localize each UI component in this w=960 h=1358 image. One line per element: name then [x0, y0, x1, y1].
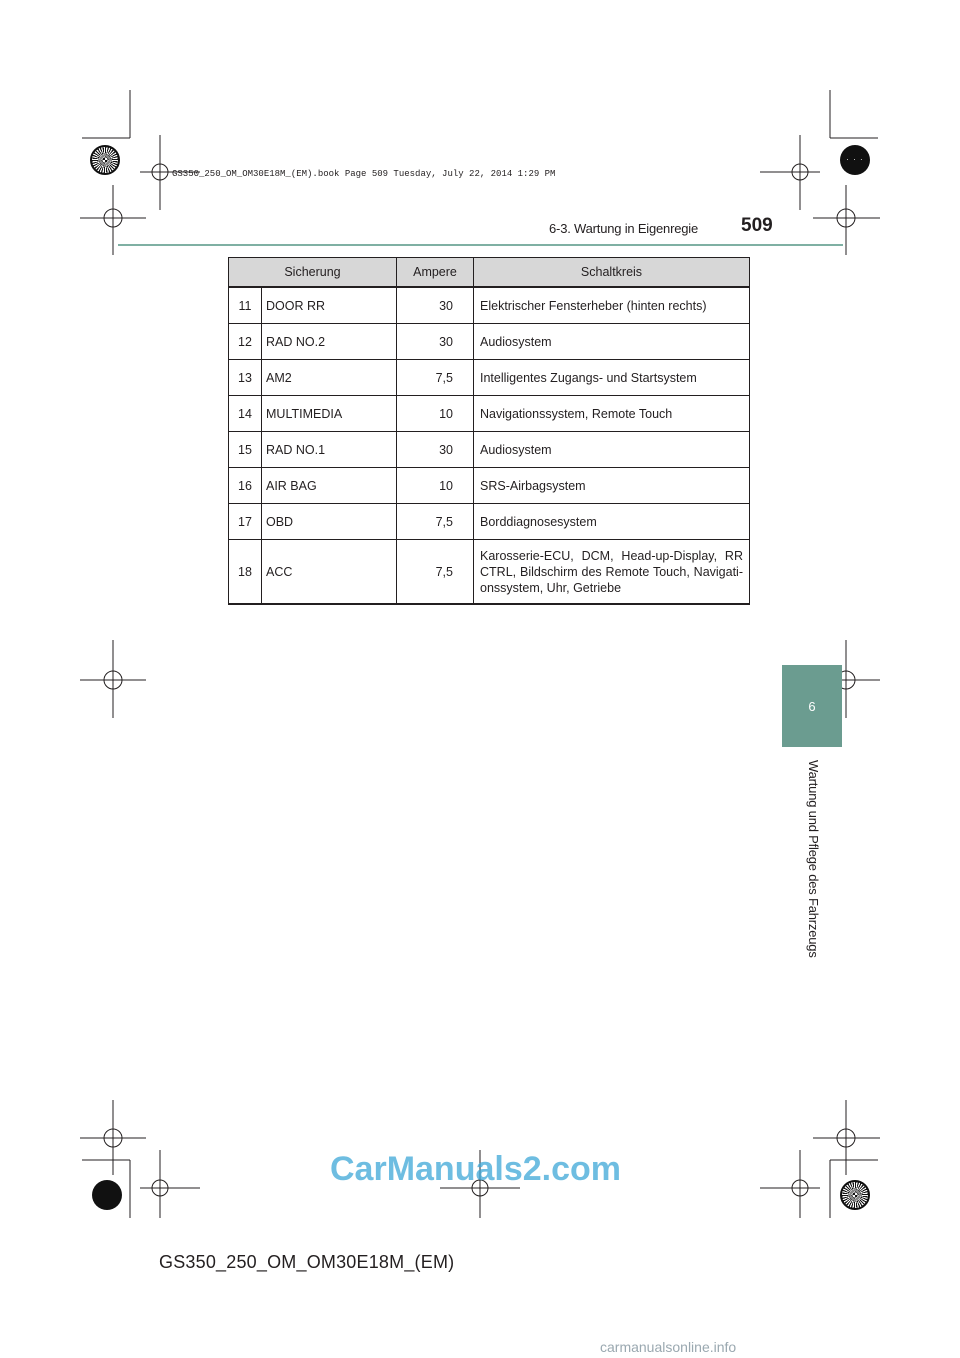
header-rule: [118, 244, 843, 246]
chapter-tab[interactable]: [782, 665, 842, 747]
rosette-mark-bottom-right: [840, 1180, 870, 1210]
fuse-circuit: Borddiagnosesystem: [474, 504, 750, 540]
fuse-circuit: Elektrischer Fensterheber (hinten rechts): [474, 287, 750, 324]
fuse-number: 18: [229, 540, 262, 605]
fuse-number: 12: [229, 324, 262, 360]
fuse-number: 17: [229, 504, 262, 540]
section-title: 6-3. Wartung in Eigenregie: [549, 221, 698, 236]
fuse-circuit: Karosserie-ECU, DCM, Head-up-Display, RR CTRL, Bildschirm des Remote Touch, Navigati-onssystem, Uhr, Getriebe: [474, 540, 750, 605]
column-header-amps: Ampere: [397, 258, 474, 288]
fuse-circuit: Audiosystem: [474, 324, 750, 360]
fuse-amps: 30: [397, 287, 474, 324]
fuse-name: OBD: [262, 504, 397, 540]
table-row: [229, 324, 750, 360]
column-header-fuse: Sicherung: [229, 258, 397, 288]
fuse-amps: 10: [397, 396, 474, 432]
fuse-amps: 30: [397, 324, 474, 360]
fuse-name: DOOR RR: [262, 287, 397, 324]
fuse-number: 13: [229, 360, 262, 396]
table-header-row: [229, 258, 750, 288]
table-row: [229, 468, 750, 504]
chapter-title: Wartung und Pflege des Fahrzeugs: [806, 760, 821, 958]
fuse-circuit: SRS-Airbagsystem: [474, 468, 750, 504]
fuse-name: AIR BAG: [262, 468, 397, 504]
fuse-name: MULTIMEDIA: [262, 396, 397, 432]
fuse-number: 11: [229, 287, 262, 324]
fuse-number: 16: [229, 468, 262, 504]
document-code: GS350_250_OM_OM30E18M_(EM): [159, 1252, 455, 1272]
fuse-number: 15: [229, 432, 262, 468]
table-row: [229, 396, 750, 432]
fuse-circuit: Audiosystem: [474, 432, 750, 468]
page-number: 509: [741, 215, 773, 236]
fuse-circuit: Intelligentes Zugangs- und Startsystem: [474, 360, 750, 396]
chapter-number: 6: [808, 698, 816, 714]
fuse-name: RAD NO.1: [262, 432, 397, 468]
column-header-circuit: Schaltkreis: [474, 258, 750, 288]
fuse-name: RAD NO.2: [262, 324, 397, 360]
watermark-carmanualsonline[interactable]: carmanualsonline.info: [600, 1339, 737, 1355]
table-row: [229, 504, 750, 540]
rosette-mark-top-left: [90, 145, 120, 175]
fuse-amps: 7,5: [397, 360, 474, 396]
table-row: [229, 540, 750, 605]
watermark-carmanuals2[interactable]: CarManuals2.com: [330, 1150, 621, 1188]
rosette-mark-top-right: · · ·: [840, 145, 870, 175]
fuse-amps: 10: [397, 468, 474, 504]
fuse-circuit: Navigationssystem, Remote Touch: [474, 396, 750, 432]
rosette-mark-bottom-left: [92, 1180, 122, 1210]
fuse-amps: 7,5: [397, 540, 474, 605]
fuse-amps: 7,5: [397, 504, 474, 540]
fuse-name: AM2: [262, 360, 397, 396]
fuse-number: 14: [229, 396, 262, 432]
table-row: [229, 432, 750, 468]
table-row: [229, 287, 750, 324]
print-info: GS350_250_OM_OM30E18M_(EM).book Page 509 Tuesday, July 22, 2014 1:29 PM: [172, 169, 556, 179]
table-row: [229, 360, 750, 396]
fuse-table: [228, 257, 750, 605]
fuse-name: ACC: [262, 540, 397, 605]
fuse-amps: 30: [397, 432, 474, 468]
